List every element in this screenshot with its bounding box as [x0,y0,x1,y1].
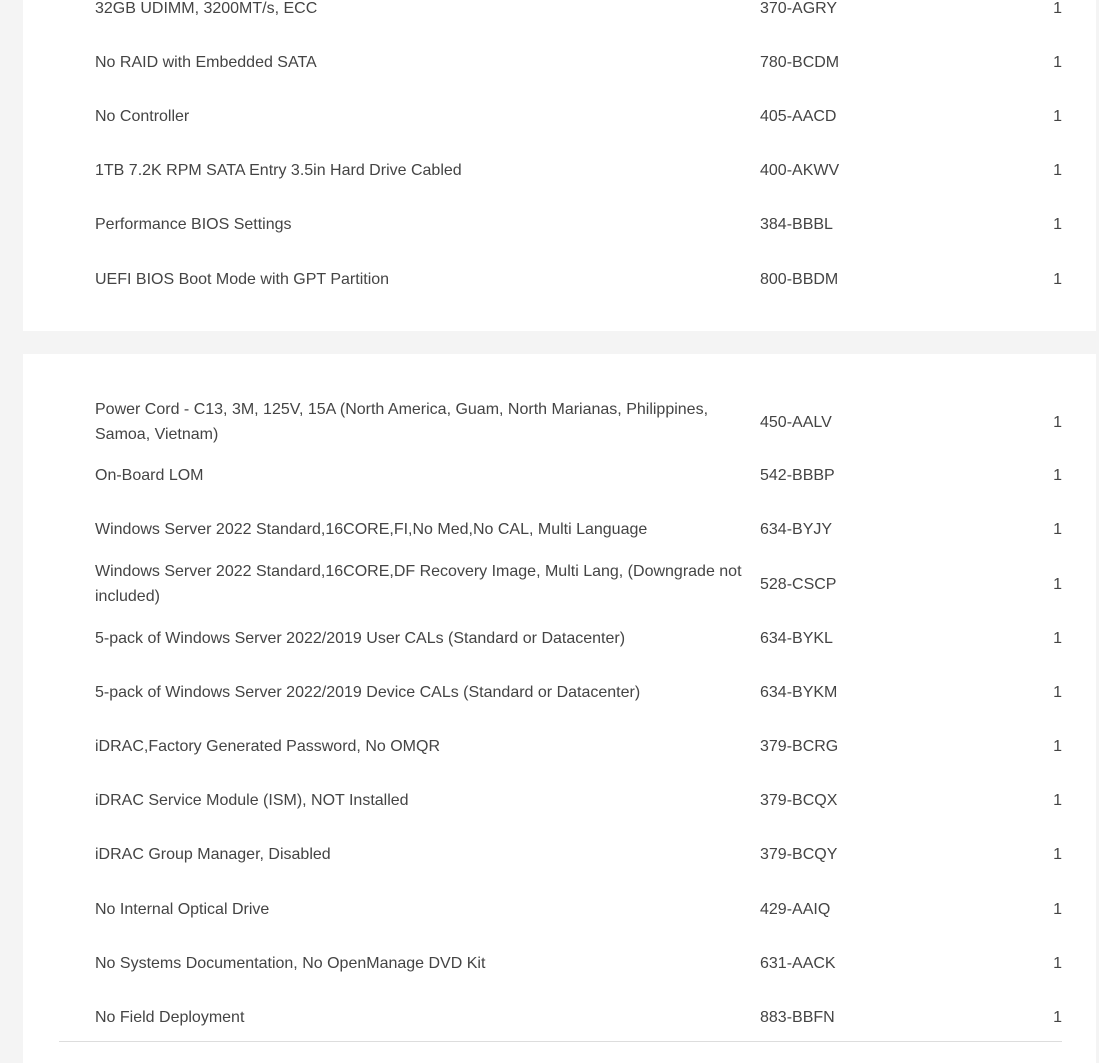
config-section-card-2 [23,354,1096,1063]
item-part-number: 400-AKWV [760,162,840,179]
item-description: Windows Server 2022 Standard,16CORE,FI,No Med,No CAL, Multi Language [95,521,648,538]
table-row [95,158,1062,183]
item-part-number: 542-BBBP [760,467,835,484]
item-part-number: 780-BCDM [760,54,840,71]
item-description: 5-pack of Windows Server 2022/2019 User CALs (Standard or Datacenter) [95,630,626,647]
item-description: No Systems Documentation, No OpenManage DVD Kit [95,955,486,972]
item-quantity: 1 [1053,575,1062,593]
table-row [95,50,1062,75]
item-description: UEFI BIOS Boot Mode with GPT Partition [95,271,390,288]
item-quantity: 1 [1053,738,1062,755]
item-quantity: 1 [1053,54,1062,71]
item-part-number: 634-BYJY [760,521,833,538]
item-quantity: 1 [1053,0,1062,17]
item-description: Windows Server 2022 Standard,16CORE,DF Recovery Image, Multi Lang, (Downgrade not included) [95,563,742,605]
item-quantity: 1 [1053,684,1062,701]
table-row [95,734,1062,759]
table-row [95,626,1062,651]
table-row [95,463,1062,488]
table-bottom-divider [59,1041,1062,1042]
item-quantity: 1 [1053,792,1062,809]
item-description: 5-pack of Windows Server 2022/2019 Device CALs (Standard or Datacenter) [95,684,641,701]
item-part-number: 800-BBDM [760,271,839,288]
table-row [95,842,1062,867]
item-part-number: 883-BBFN [760,1009,835,1026]
item-description: Performance BIOS Settings [95,216,292,233]
item-description: 1TB 7.2K RPM SATA Entry 3.5in Hard Drive Cabled [95,162,462,179]
item-quantity: 1 [1053,1009,1062,1026]
table-row [95,212,1062,237]
item-part-number: 450-AALV [760,413,832,431]
item-part-number: 379-BCQX [760,792,838,809]
item-quantity: 1 [1053,413,1062,431]
item-description: No Controller [95,108,190,125]
item-part-number: 634-BYKL [760,630,833,647]
item-part-number: 634-BYKM [760,684,838,701]
table-row [95,951,1062,976]
item-description: iDRAC,Factory Generated Password, No OMQR [95,738,440,755]
item-description: iDRAC Group Manager, Disabled [95,846,331,863]
item-quantity: 1 [1053,216,1062,233]
item-quantity: 1 [1053,108,1062,125]
table-row [95,104,1062,129]
item-description: Power Cord - C13, 3M, 125V, 15A (North America, Guam, North Marianas, Philippines, Samoa, Vietnam) [95,401,709,443]
item-part-number: 429-AAIQ [760,901,831,918]
item-quantity: 1 [1053,846,1062,863]
table-row [95,897,1062,922]
item-quantity: 1 [1053,521,1062,538]
table-row [95,267,1062,292]
table-row [95,517,1062,542]
config-section-card-1 [23,0,1096,331]
item-part-number: 631-AACK [760,955,836,972]
item-part-number: 405-AACD [760,108,837,125]
item-part-number: 379-BCRG [760,738,839,755]
item-part-number: 379-BCQY [760,846,838,863]
item-part-number: 370-AGRY [760,0,838,17]
table-row [95,396,1062,448]
item-part-number: 384-BBBL [760,216,833,233]
item-part-number: 528-CSCP [760,575,837,593]
item-quantity: 1 [1053,630,1062,647]
item-description: iDRAC Service Module (ISM), NOT Installed [95,792,409,809]
item-quantity: 1 [1053,467,1062,484]
item-description: No Internal Optical Drive [95,901,270,918]
item-quantity: 1 [1053,271,1062,288]
table-row [95,0,1062,21]
item-description: On-Board LOM [95,467,204,484]
item-quantity: 1 [1053,162,1062,179]
item-description: No RAID with Embedded SATA [95,54,317,71]
table-row [95,558,1062,610]
item-quantity: 1 [1053,901,1062,918]
item-description: 32GB UDIMM, 3200MT/s, ECC [95,0,318,17]
item-description: No Field Deployment [95,1009,245,1026]
table-row [95,1005,1062,1030]
table-row [95,680,1062,705]
item-quantity: 1 [1053,955,1062,972]
table-row [95,788,1062,813]
